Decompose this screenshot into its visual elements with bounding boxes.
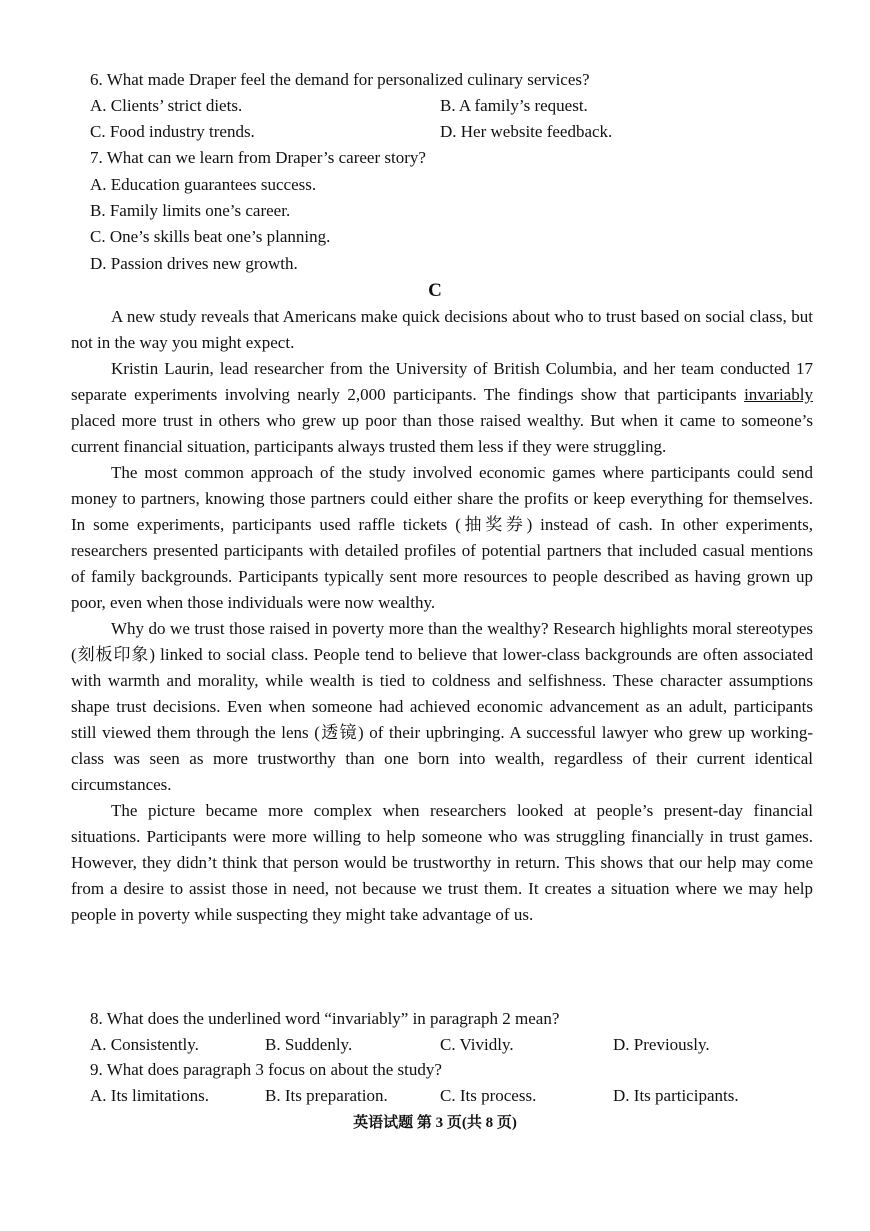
paragraph-3: The most common approach of the study involved economic games where participants could send money to partners, knowing those partners could either share the profits or keep everything for themselves. In some experiments, participants used raffle tickets (抽奖券) instead of cash. In other experiments, researchers presented participants with detailed profiles of potential partners that included casual mentions of family backgrounds. Participants typically sent more resources to people described as having grown up poor, even when those individuals were now wealthy. [71, 463, 813, 612]
page-footer: 英语试题 第 3 页(共 8 页) [353, 1115, 517, 1131]
section-title: C [428, 280, 442, 301]
paragraph-5: The picture became more complex when researchers looked at people’s present-day financial situations. Participants were more willing to help someone who was struggling financially in trust games. However, they didn’t think that person would be trustworthy in return. This shows that our help may come from a desire to assist those in need, not because we trust them. It creates a situation where we may help people in poverty while suspecting they might take advantage of us. [71, 801, 813, 924]
question-7-option-c[interactable]: C. One’s skills beat one’s planning. [90, 227, 331, 246]
question-8-option-d[interactable]: D. Previously. [613, 1035, 710, 1054]
question-6-option-c[interactable]: C. Food industry trends. [90, 122, 255, 141]
paragraph-2-text-end: placed more trust in others who grew up poor than those raised wealthy. But when it came to someone’s current financial situation, participants always trusted them less if they were struggling. [71, 411, 813, 456]
question-7-option-d[interactable]: D. Passion drives new growth. [90, 254, 298, 273]
question-7-stem: 7. What can we learn from Draper’s career story? [90, 148, 426, 167]
paragraph-4: Why do we trust those raised in poverty more than the wealthy? Research highlights moral stereotypes (刻板印象) linked to social class. People tend to believe that lower-class backgrounds are often associated with warmth and morality, while wealth is tied to coldness and selfishness. These character assumptions shape trust decisions. Even when someone had achieved economic advancement as an adult, participants still viewed them through the lens (透镜) of their upbringing. A successful lawyer who grew up working-class was seen as more trustworthy than one born into wealth, regardless of their current identical circumstances. [71, 619, 813, 794]
question-8-option-b[interactable]: B. Suddenly. [265, 1035, 353, 1054]
question-8-stem: 8. What does the underlined word “invariably” in paragraph 2 mean? [90, 1009, 560, 1028]
question-9-option-b[interactable]: B. Its preparation. [265, 1086, 388, 1105]
question-6-option-d[interactable]: D. Her website feedback. [440, 122, 613, 141]
question-7-option-b[interactable]: B. Family limits one’s career. [90, 201, 291, 220]
question-7-option-a[interactable]: A. Education guarantees success. [90, 175, 317, 194]
question-8-option-c[interactable]: C. Vividly. [440, 1035, 514, 1054]
paragraph-2-text-start: Kristin Laurin, lead researcher from the University of British Columbia, and her team conducted 17 separate experiments involving nearly 2,000 participants. The findings show that participants [71, 359, 813, 404]
question-9-option-a[interactable]: A. Its limitations. [90, 1086, 209, 1105]
underlined-word: invariably [744, 385, 813, 404]
question-6-stem: 6. What made Draper feel the demand for personalized culinary services? [90, 70, 590, 89]
question-9-stem: 9. What does paragraph 3 focus on about the study? [90, 1060, 442, 1079]
question-6-option-b[interactable]: B. A family’s request. [440, 96, 588, 115]
paragraph-2 [71, 356, 813, 460]
question-8-option-a[interactable]: A. Consistently. [90, 1035, 199, 1054]
question-9-option-d[interactable]: D. Its participants. [613, 1086, 739, 1105]
paragraph-1: A new study reveals that Americans make quick decisions about who to trust based on social class, but not in the way you might expect. [71, 307, 813, 352]
question-6-option-a[interactable]: A. Clients’ strict diets. [90, 96, 243, 115]
reading-passage [71, 304, 813, 928]
question-9-option-c[interactable]: C. Its process. [440, 1086, 537, 1105]
